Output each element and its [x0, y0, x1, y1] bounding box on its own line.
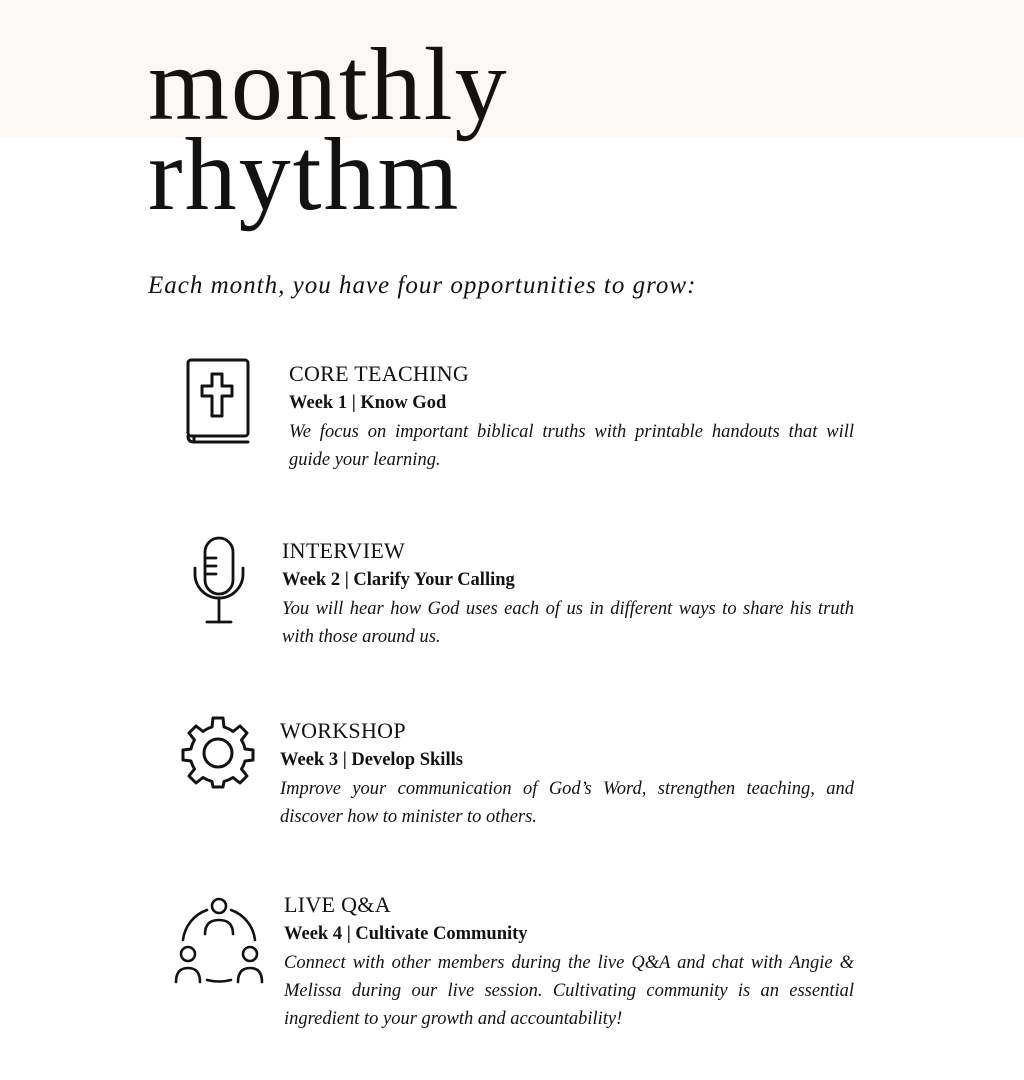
item-heading: CORE TEACHING — [289, 361, 470, 386]
item-week: Week 1 | Know God — [289, 393, 447, 413]
item-description: We focus on important biblical truths with printable handouts that will guide your learning. — [289, 422, 854, 470]
item-week: Week 3 | Develop Skills — [280, 750, 463, 770]
page-subtitle: Each month, you have four opportunities to grow: — [148, 272, 697, 299]
title-line-1: monthly — [148, 27, 509, 142]
item-description: Connect with other members during the live Q&A and chat with Angie & Melissa during our live session. Cultivating community is an essential ingredient to your growth and accountability! — [284, 953, 854, 1029]
gear-icon — [182, 716, 254, 788]
item-heading: INTERVIEW — [282, 538, 406, 563]
item-heading: LIVE Q&A — [284, 892, 391, 917]
community-icon — [173, 896, 265, 988]
title-line-2: rhythm — [148, 117, 461, 232]
microphone-icon — [192, 536, 246, 626]
bible-icon — [185, 358, 251, 446]
item-description: Improve your communication of God’s Word, strengthen teaching, and discover how to minister to others. — [280, 779, 854, 827]
list-item-interview — [282, 537, 854, 651]
list-item-live-qa — [284, 891, 854, 1033]
list-item-core-teaching — [289, 360, 854, 474]
item-week: Week 4 | Cultivate Community — [284, 924, 528, 944]
item-description: You will hear how God uses each of us in different ways to share his truth with those around us. — [282, 599, 854, 647]
item-week: Week 2 | Clarify Your Calling — [282, 570, 515, 590]
list-item-workshop — [280, 717, 854, 831]
item-heading: WORKSHOP — [280, 718, 406, 743]
page-title — [148, 27, 509, 232]
